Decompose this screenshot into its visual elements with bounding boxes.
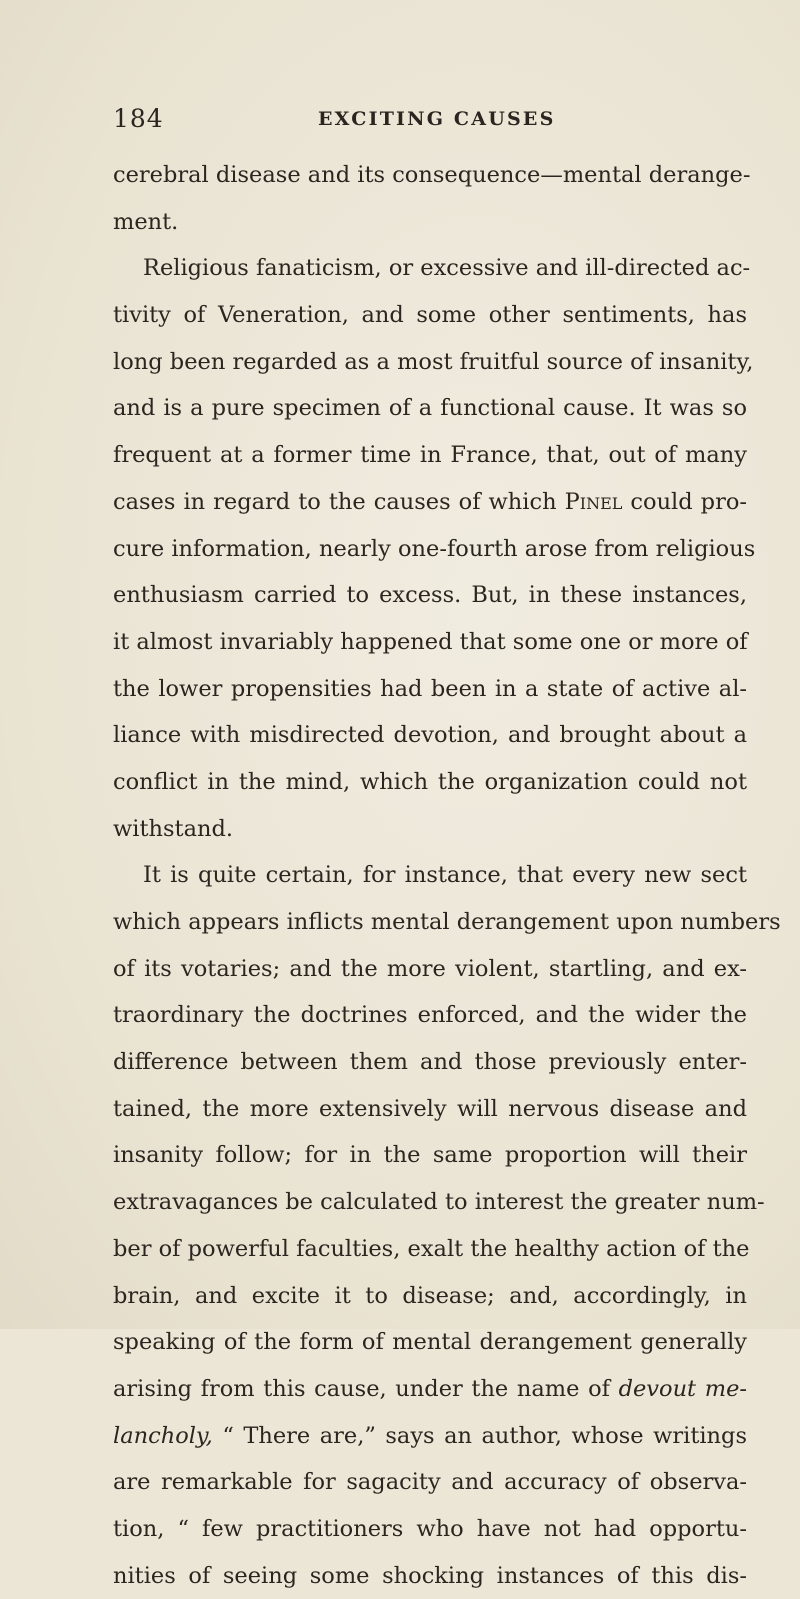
text-line-26: speaking of the form of mental derangement generally [113,1329,747,1356]
italic-lancholy: lancholy, [113,1422,213,1449]
text-line-1: cerebral disease and its consequence—mental derange- [113,162,751,188]
author-name-pinel: Pinel [564,488,623,515]
running-title: EXCITING CAUSES [318,108,556,130]
italic-devout-me: devout me- [618,1375,747,1402]
text-line-28 [113,1413,747,1460]
text-line-8 [113,479,747,526]
text-line-2: ment. [113,208,179,235]
text-line-13: liance with misdirected devotion, and brought about a [113,722,747,749]
text-line-6: and is a pure specimen of a functional cause. It was so [113,395,747,422]
text-line-14: conflict in the mind, which the organization could not [113,768,747,795]
text-line-20: difference between them and those previously enter- [113,1049,747,1076]
text-line-9: cure information, nearly one-fourth arose from religious [113,535,756,562]
text-line-29: are remarkable for sagacity and accuracy of observa- [113,1469,747,1496]
text-line-11: it almost invariably happened that some one or more of [113,628,748,655]
text-line-28-end: “ There are,” says an author, whose writings [222,1422,747,1449]
text-line-10: enthusiasm carried to excess. But, in these instances, [113,582,747,609]
text-line-19: traordinary the doctrines enforced, and the wider the [113,1002,747,1029]
text-line-27 [113,1366,747,1413]
text-line-3: Religious fanaticism, or excessive and ill-directed ac- [143,255,751,282]
body-text [113,152,781,1599]
text-line-23: extravagances be calculated to interest the greater num- [113,1189,765,1216]
text-line-21: tained, the more extensively will nervous disease and [113,1095,747,1122]
running-head [113,104,713,138]
page-number: 184 [113,104,164,133]
text-line-4: tivity of Veneration, and some other sentiments, has [113,302,747,329]
text-line-18: of its votaries; and the more violent, startling, and ex- [113,955,747,982]
text-line-30: tion, “ few practitioners who have not had opportu- [113,1515,747,1542]
text-line-8-end: could pro- [630,488,747,515]
text-line-7: frequent at a former time in France, that, out of many [113,442,747,469]
text-line-31: nities of seeing some shocking instances of this dis- [113,1562,747,1589]
text-line-25: brain, and excite it to disease; and, accordingly, in [113,1282,747,1309]
text-line-8-start: cases in regard to the causes of which [113,488,557,515]
text-line-24: ber of powerful faculties, exalt the healthy action of the [113,1235,750,1262]
text-line-22: insanity follow; for in the same proportion will their [113,1142,747,1169]
text-line-17: which appears inflicts mental derangement upon numbers [113,909,781,935]
text-line-27-start: arising from this cause, under the name of [113,1375,610,1402]
text-line-12: the lower propensities had been in a state of active al- [113,675,747,702]
text-line-16: It is quite certain, for instance, that every new sect [143,862,747,889]
text-line-5: long been regarded as a most fruitful source of insanity, [113,348,754,375]
text-line-15: withstand. [113,815,234,842]
